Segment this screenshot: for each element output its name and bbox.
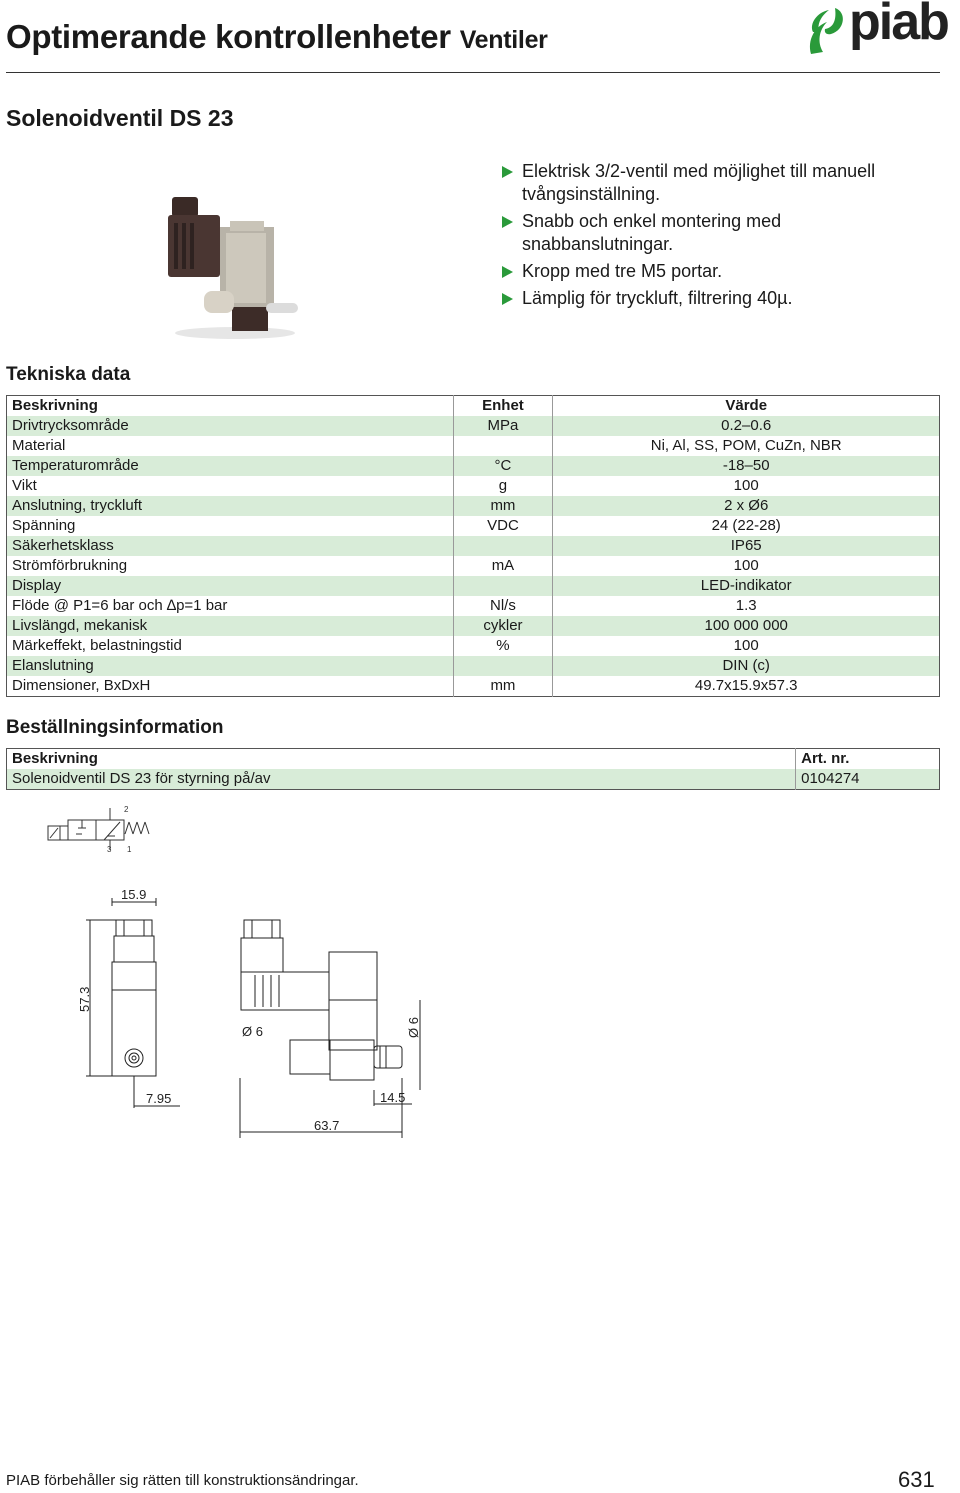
cell-desc: Temperaturområde xyxy=(7,456,454,476)
cell-unit: MPa xyxy=(453,416,553,436)
tech-heading: Tekniska data xyxy=(6,364,131,385)
dim-width: 15.9 xyxy=(121,887,147,902)
cell-desc: Livslängd, mekanisk xyxy=(7,616,454,636)
col-header-desc: Beskrivning xyxy=(12,750,98,767)
table-row xyxy=(7,416,940,436)
cell-value: 1.3 xyxy=(553,596,940,616)
table-row xyxy=(7,616,940,636)
cell-desc: Spänning xyxy=(7,516,454,536)
cell-unit: Nl/s xyxy=(453,596,553,616)
footer-note: PIAB förbehåller sig rätten till konstruktionsändringar. xyxy=(6,1472,359,1489)
dim-port-depth: 14.5 xyxy=(380,1090,406,1105)
cell-desc: Drivtrycksområde xyxy=(7,416,454,436)
table-header-row xyxy=(7,396,940,417)
tech-table xyxy=(6,395,940,697)
piab-swoosh-icon xyxy=(805,2,849,60)
cell-value: 100 xyxy=(553,476,940,496)
cell-unit: mm xyxy=(453,676,553,697)
cell-desc: Dimensioner, BxDxH xyxy=(7,676,454,697)
cell-unit: % xyxy=(453,636,553,656)
table-header-row xyxy=(7,749,940,770)
cell-desc: Elanslutning xyxy=(7,656,454,676)
bullet-triangle-icon xyxy=(502,293,513,305)
table-row xyxy=(7,496,940,516)
cell-value: 100 xyxy=(553,556,940,576)
cell-value: DIN (c) xyxy=(553,656,940,676)
cell-unit: mA xyxy=(453,556,553,576)
cell-unit xyxy=(453,576,553,596)
col-header-desc: Beskrivning xyxy=(12,397,98,414)
cell-value: 100 xyxy=(553,636,940,656)
cell-unit xyxy=(453,656,553,676)
cell-desc: Strömförbrukning xyxy=(7,556,454,576)
logo-text: piab xyxy=(849,0,948,51)
table-row xyxy=(7,676,940,697)
dim-height: 57.3 xyxy=(77,986,92,1012)
cell-desc: Solenoidventil DS 23 för styrning på/av xyxy=(7,769,796,790)
cell-desc: Anslutning, tryckluft xyxy=(7,496,454,516)
cell-desc: Märkeffekt, belastningstid xyxy=(7,636,454,656)
valve-symbol xyxy=(45,800,160,858)
cell-value: 24 (22-28) xyxy=(553,516,940,536)
product-photo xyxy=(150,185,310,345)
col-header-value: Värde xyxy=(725,397,768,414)
port-label: 2 xyxy=(124,805,129,814)
table-row xyxy=(7,596,940,616)
bullet-triangle-icon xyxy=(502,266,513,278)
cell-value: 100 000 000 xyxy=(553,616,940,636)
cell-art: 0104274 xyxy=(796,769,940,790)
table-row xyxy=(7,516,940,536)
order-table xyxy=(6,748,940,790)
table-row xyxy=(7,556,940,576)
page-title-main: Optimerande kontrollenheter xyxy=(6,18,451,55)
dim-length: 63.7 xyxy=(314,1118,340,1133)
product-title: Solenoidventil DS 23 xyxy=(6,105,234,131)
dim-port-dia-left: Ø 6 xyxy=(242,1024,263,1039)
port-label: 1 xyxy=(127,845,132,854)
dim-port-dia-right: Ø 6 xyxy=(406,1017,421,1038)
piab-logo xyxy=(805,2,957,60)
col-header-unit: Enhet xyxy=(453,396,553,417)
feature-item: Kropp med tre M5 portar. xyxy=(500,260,930,283)
port-label: 3 xyxy=(107,845,112,854)
feature-item: Elektrisk 3/2-ventil med möjlighet till manuell tvångsinställning. xyxy=(500,160,930,206)
page-title-sub: Ventiler xyxy=(459,26,548,54)
cell-value: -18–50 xyxy=(553,456,940,476)
header-rule xyxy=(6,72,940,73)
page-title xyxy=(6,18,548,56)
dimension-drawing xyxy=(60,880,450,1140)
cell-value: 2 x Ø6 xyxy=(553,496,940,516)
cell-unit: cykler xyxy=(453,616,553,636)
cell-value: 49.7x15.9x57.3 xyxy=(553,676,940,697)
feature-item: Snabb och enkel montering med snabbanslutningar. xyxy=(500,210,930,256)
cell-value: LED-indikator xyxy=(553,576,940,596)
table-row xyxy=(7,436,940,456)
cell-unit: g xyxy=(453,476,553,496)
table-row xyxy=(7,536,940,556)
cell-desc: Display xyxy=(7,576,454,596)
table-row xyxy=(7,476,940,496)
feature-item: Lämplig för tryckluft, filtrering 40µ. xyxy=(500,287,930,310)
cell-desc: Flöde @ P1=6 bar och ∆p=1 bar xyxy=(7,596,454,616)
col-header-art: Art. nr. xyxy=(796,749,940,770)
cell-desc: Säkerhetsklass xyxy=(7,536,454,556)
bullet-triangle-icon xyxy=(502,166,513,178)
page-number: 631 xyxy=(898,1467,935,1492)
cell-value: Ni, Al, SS, POM, CuZn, NBR xyxy=(553,436,940,456)
cell-unit: VDC xyxy=(453,516,553,536)
cell-value: IP65 xyxy=(553,536,940,556)
table-row xyxy=(7,576,940,596)
table-row xyxy=(7,656,940,676)
table-row xyxy=(7,769,940,790)
cell-unit: °C xyxy=(453,456,553,476)
cell-unit xyxy=(453,536,553,556)
order-heading: Beställningsinformation xyxy=(6,717,224,738)
cell-desc: Material xyxy=(7,436,454,456)
cell-unit xyxy=(453,436,553,456)
bullet-triangle-icon xyxy=(502,216,513,228)
cell-desc: Vikt xyxy=(7,476,454,496)
feature-list xyxy=(500,160,930,314)
cell-value: 0.2–0.6 xyxy=(553,416,940,436)
dim-offset: 7.95 xyxy=(146,1091,172,1106)
cell-unit: mm xyxy=(453,496,553,516)
table-row xyxy=(7,636,940,656)
table-row xyxy=(7,456,940,476)
